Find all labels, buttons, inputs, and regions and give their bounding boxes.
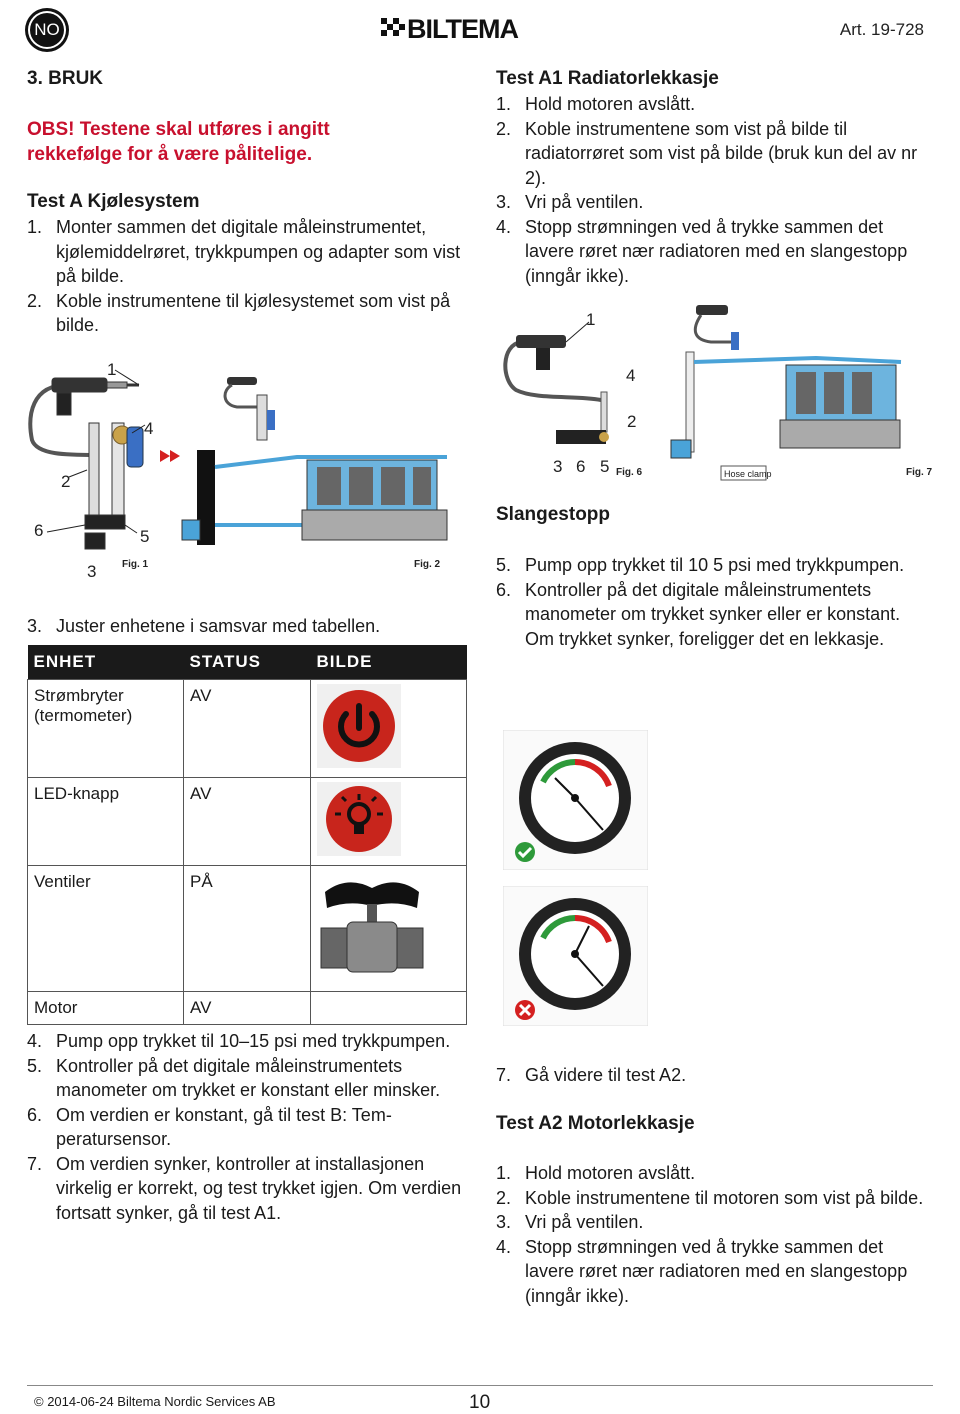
steps-4-7 xyxy=(27,1029,467,1225)
article-number: Art. 19-728 xyxy=(839,20,924,39)
slangestopp-heading: Slangestopp xyxy=(496,504,611,525)
fig1-callout-3: 3 xyxy=(87,562,97,580)
table-header-row xyxy=(28,645,467,680)
settings-table xyxy=(27,645,467,1025)
cell-image xyxy=(311,866,467,992)
cell-image xyxy=(311,778,467,866)
cell-status: AV xyxy=(184,778,311,866)
list-item: 5. Kontroller på det digitale måleinstrumentets manometer om trykket er konstant eller minsker. xyxy=(27,1055,441,1100)
list-item: 7. Gå videre til test A2. xyxy=(496,1065,687,1085)
fig6-callout-1: 1 xyxy=(586,310,596,329)
fig6-label: Fig. 6 xyxy=(616,467,643,478)
copyright: © 2014-06-24 Biltema Nordic Services AB xyxy=(34,1394,276,1409)
test-a-title: Test A Kjølesystem xyxy=(27,191,200,212)
fig1-callout-6: 6 xyxy=(34,521,44,540)
fig7-label: Fig. 7 xyxy=(906,467,933,478)
list-item: 4. Pump opp trykket til 10–15 psi med trykkpumpen. xyxy=(27,1031,451,1051)
fig1-callout-1: 1 xyxy=(107,360,117,379)
fig6-callout-5: 5 xyxy=(600,457,610,476)
cell-status: PÅ xyxy=(184,866,311,992)
cell-unit: LED-knapp xyxy=(28,778,184,866)
cell-unit: Ventiler xyxy=(28,866,184,992)
fig2-label: Fig. 2 xyxy=(414,559,441,570)
step-3 xyxy=(27,614,467,639)
fig6-callout-4: 4 xyxy=(626,366,636,385)
list-item: 5. Pump opp trykket til 10 5 psi med trykkpumpen. xyxy=(496,555,905,575)
test-a2-steps xyxy=(496,1161,926,1308)
cell-unit: Strømbryter (termometer) xyxy=(28,680,184,778)
cell-status: AV xyxy=(184,992,311,1025)
test-a-steps xyxy=(27,215,467,338)
gauge-fail-image xyxy=(503,886,648,1026)
table-row xyxy=(28,992,467,1025)
col-header-unit: ENHET xyxy=(28,645,184,680)
gauge-ok-image xyxy=(503,730,648,870)
language-badge: NO xyxy=(28,11,66,49)
test-a1-title: Test A1 Radiatorlekkasje xyxy=(496,68,719,89)
test-a2-title: Test A2 Motorlekkasje xyxy=(496,1113,695,1134)
list-item: 1. Monter sammen det digitale måleinstrumentet, kjølemiddelrøret, trykkpumpen og adapter som vist på bilde. xyxy=(27,217,461,286)
gauge-assembly-fig6 xyxy=(505,335,609,444)
step-7 xyxy=(496,1063,936,1088)
test-a1-steps xyxy=(496,92,936,288)
brand-name: BILTEMA xyxy=(407,14,518,44)
cell-image xyxy=(311,680,467,778)
list-item: 1. Hold motoren avslått. xyxy=(496,94,696,114)
engine-diagram xyxy=(182,377,447,545)
fig6-callout-3: 3 xyxy=(553,457,563,476)
list-item: 4. Stopp strømningen ved å trykke sammen det lavere røret nær radiatoren med en slangestopp (inngår ikke). xyxy=(496,216,908,286)
footer-divider xyxy=(27,1385,933,1386)
gauge-assembly xyxy=(30,378,143,549)
list-item: 2. Koble instrumentene til motoren som vist på bilde. xyxy=(496,1187,924,1208)
power-button-icon xyxy=(317,684,401,768)
list-item: 3. Vri på ventilen. xyxy=(496,1212,644,1232)
col-header-image: BILDE xyxy=(311,645,467,680)
section-title: 3. BRUK xyxy=(27,68,104,89)
table-row xyxy=(28,680,467,778)
list-item: 3. Vri på ventilen. xyxy=(496,192,644,212)
hose-clamp-label: Hose clamp xyxy=(724,469,772,479)
cell-status: AV xyxy=(184,680,311,778)
table-row xyxy=(28,778,467,866)
notice-text: OBS! Testene skal utføres i angitt rekkefølge for å være pålitelige. xyxy=(27,119,330,165)
fig1-label: Fig. 1 xyxy=(122,559,149,570)
fig1-callout-2: 2 xyxy=(61,472,71,491)
figure-6-7-illustration xyxy=(496,300,936,485)
ball-valve-icon xyxy=(317,870,427,982)
fig6-callout-2: 2 xyxy=(627,412,637,431)
figure-1-2-illustration xyxy=(27,355,467,580)
table-row xyxy=(28,866,467,992)
list-item: 7. Om verdien synker, kontroller at installasjonen virkelig er korrekt, og test trykket igjen. Om verdien fortsatt synker, gå til test A1. xyxy=(27,1153,462,1223)
cell-unit: Motor xyxy=(28,992,184,1025)
fig1-callout-5: 5 xyxy=(140,527,150,546)
list-item: 2. Koble instrumentene som vist på bilde til radiatorrøret som vist på bilde (bruk kun del av nr 2). xyxy=(496,118,918,188)
list-item: 6. Om verdien er konstant, gå til test B: Temperatursensor. xyxy=(27,1104,392,1149)
page-header xyxy=(0,0,960,60)
fig1-callout-4: 4 xyxy=(144,419,154,438)
led-button-icon xyxy=(317,782,401,856)
arrow-icon xyxy=(160,450,180,462)
list-item: 1. Hold motoren avslått. xyxy=(496,1163,696,1183)
col-header-status: STATUS xyxy=(184,645,311,680)
page-number: 10 xyxy=(469,1392,491,1413)
biltema-logo xyxy=(375,8,585,48)
list-item: 4. Stopp strømningen ved å trykke sammen det lavere røret nær radiatoren med en slangestopp (inngår ikke). xyxy=(496,1236,908,1306)
list-item: 2. Koble instrumentene til kjølesystemet som vist på bilde. xyxy=(27,290,451,335)
fig6-callout-6: 6 xyxy=(576,457,586,476)
list-item: 3. Juster enhetene i samsvar med tabellen. xyxy=(27,616,381,636)
test-a1-steps-5-6 xyxy=(496,553,926,651)
list-item: 6. Kontroller på det digitale måleinstrumentets manometer om trykket synker eller er konstant. Om trykket synker, foreligger det en lekkasje. xyxy=(496,579,901,649)
engine-diagram-fig7 xyxy=(671,305,901,480)
cell-image xyxy=(311,992,467,1025)
